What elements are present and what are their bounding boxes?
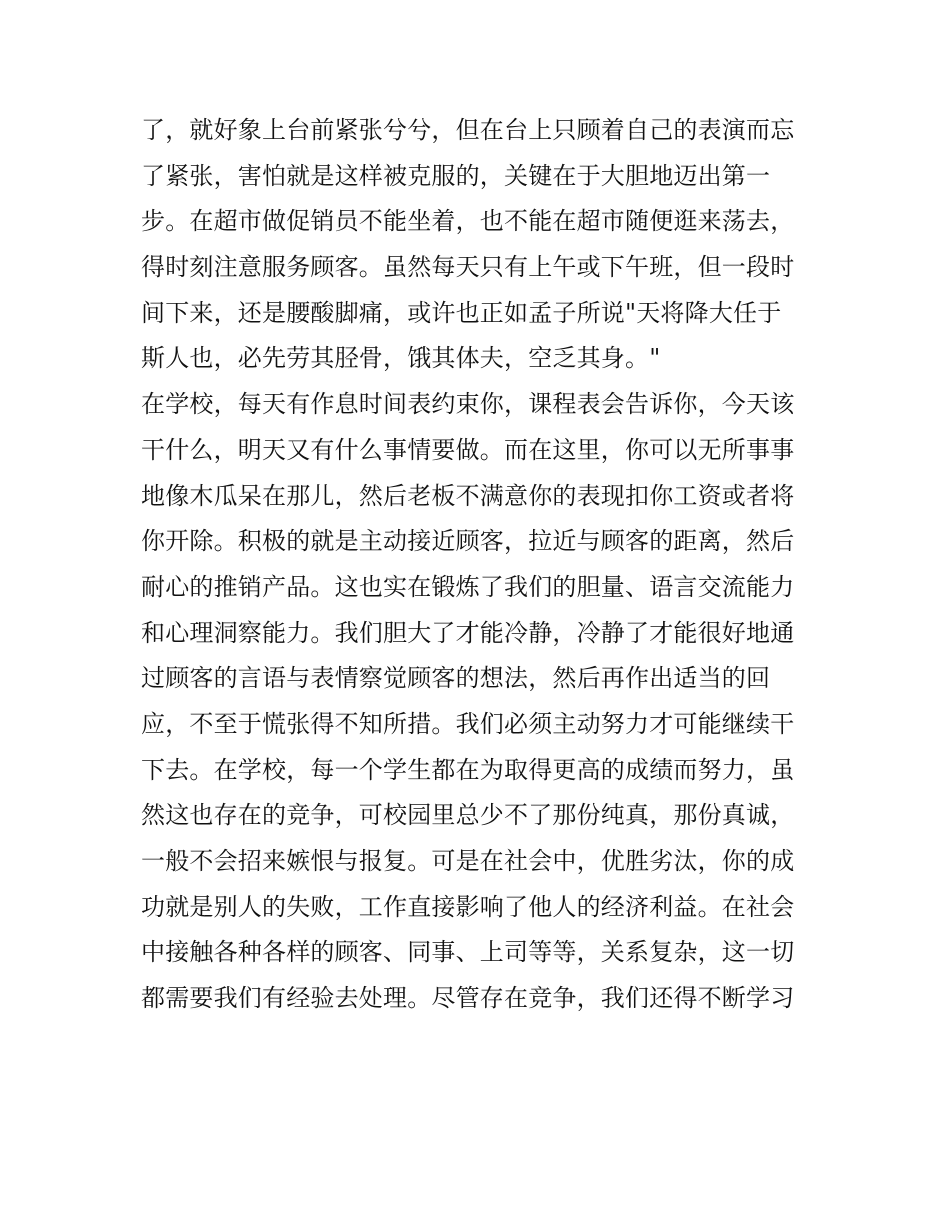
text-line: 下去。在学校，每一个学生都在为取得更高的成绩而努力，虽 xyxy=(141,755,795,784)
text-line: 然这也存在的竞争，可校园里总少不了那份纯真，那份真诚， xyxy=(141,801,795,830)
text-line: 一般不会招来嫉恨与报复。可是在社会中，优胜劣汰，你的成 xyxy=(141,847,795,875)
body-text xyxy=(141,108,821,1022)
text-line: 过顾客的言语与表情察觉顾客的想法，然后再作出适当的回 xyxy=(141,664,771,693)
text-line: 和心理洞察能力。我们胆大了才能冷静，冷静了才能很好地通 xyxy=(141,618,795,647)
text-line: 得时刻注意服务顾客。虽然每天只有上午或下午班，但一段时 xyxy=(141,253,795,282)
text-line: 功就是别人的失败，工作直接影响了他人的经济利益。在社会 xyxy=(141,892,795,921)
text-line: 耐心的推销产品。这也实在锻炼了我们的胆量、语言交流能力 xyxy=(141,572,795,601)
text-line: 干什么，明天又有什么事情要做。而在这里，你可以无所事事 xyxy=(141,435,795,464)
text-line: 你开除。积极的就是主动接近顾客，拉近与顾客的距离，然后 xyxy=(141,527,795,556)
text-line: 了紧张，害怕就是这样被克服的，关键在于大胆地迈出第一 xyxy=(141,161,771,190)
text-line: 应，不至于慌张得不知所措。我们必须主动努力才可能继续干 xyxy=(141,709,795,738)
text-line: 在学校，每天有作息时间表约束你，课程表会告诉你，今天该 xyxy=(141,390,795,419)
text-line: 地像木瓜呆在那儿，然后老板不满意你的表现扣你工资或者将 xyxy=(141,481,795,510)
text-line: 了，就好象上台前紧张兮兮，但在台上只顾着自己的表演而忘 xyxy=(141,116,795,144)
text-line: 斯人也，必先劳其胫骨，饿其体夫，空乏其身。" xyxy=(141,344,661,373)
text-line: 都需要我们有经验去处理。尽管存在竞争，我们还得不断学习 xyxy=(141,984,795,1013)
text-line: 间下来，还是腰酸脚痛，或许也正如孟子所说"天将降大任于 xyxy=(141,298,782,327)
text-line: 中接触各种各样的顾客、同事、上司等等，关系复杂，这一切 xyxy=(141,938,795,967)
text-line: 步。在超市做促销员不能坐着，也不能在超市随便逛来荡去， xyxy=(141,207,795,236)
